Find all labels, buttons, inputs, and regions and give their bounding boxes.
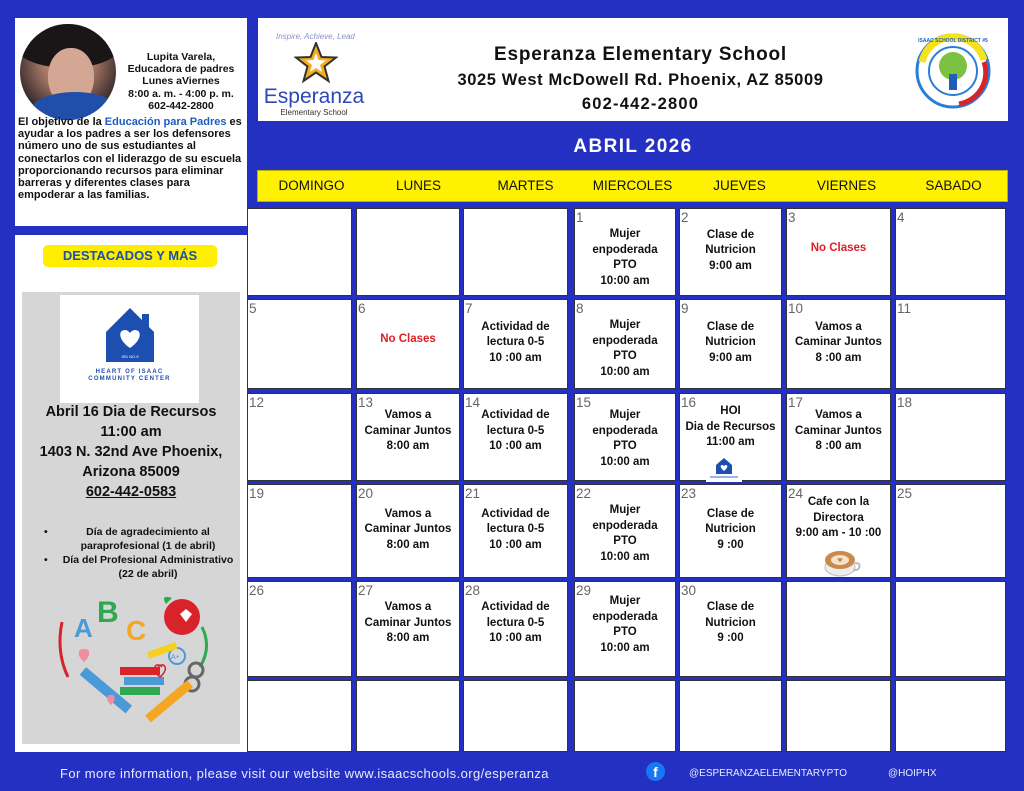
event-line: HOI (720, 405, 741, 417)
svg-text:A+: A+ (171, 654, 180, 661)
day-number: 22 (576, 486, 592, 501)
calendar-empty-cell (786, 680, 891, 752)
event-line: 8:00 am (386, 632, 430, 644)
svg-text:ISD NO.5: ISD NO.5 (121, 354, 139, 359)
calendar-day-24 (786, 484, 891, 578)
day-number: 20 (358, 486, 374, 501)
event-line: Nutricion (705, 244, 756, 257)
calendar-empty-cell (574, 680, 676, 752)
event-line: Actividad de (481, 507, 550, 520)
event-line: enpoderada (592, 243, 658, 256)
calendar-empty-cell (356, 680, 460, 752)
day-number: 8 (576, 301, 584, 316)
calendar-day-7 (463, 299, 568, 389)
hoi-community-center-logo: ISD NO.5 HEART OF ISAAC COMMUNITY CENTER (60, 295, 199, 403)
educator-phone: 602-442-2800 (148, 99, 214, 112)
educator-role: Educadora de padres (127, 63, 235, 76)
event-line: lectura 0-5 (486, 523, 545, 536)
calendar-day-23 (679, 484, 782, 578)
event-line: Cafe con la (807, 496, 870, 508)
day-number: 1 (576, 210, 584, 225)
day-number: 30 (681, 583, 697, 598)
event-line: 10:00 am (600, 274, 650, 287)
calendar-event (680, 600, 781, 647)
event-line: Caminar Juntos (795, 424, 882, 437)
day-number: 28 (465, 583, 481, 598)
event-line: Directora (813, 511, 864, 524)
house-heart-icon (104, 306, 156, 364)
logo-tagline: Inspire, Achieve, Lead (276, 32, 355, 41)
day-number: 9 (681, 301, 689, 316)
day-number: 19 (249, 486, 265, 501)
day-number: 13 (358, 395, 374, 410)
calendar-event (575, 408, 675, 470)
school-address: 3025 West McDowell Rd. Phoenix, AZ 85009 (457, 71, 824, 89)
calendar-event (357, 507, 459, 554)
calendar-day-8 (574, 299, 676, 389)
calendar-event (464, 507, 567, 554)
list-item: • Día de agradecimiento al paraprofesional (1 de abril) (34, 525, 234, 553)
calendar-empty-cell (786, 581, 891, 677)
calendar-day-12 (247, 393, 352, 481)
day-number: 6 (358, 301, 366, 316)
weekday-tuesday: MARTES (497, 178, 554, 193)
calendar-day-25 (895, 484, 1006, 578)
calendar-day-21 (463, 484, 568, 578)
event-line: 10 :00 am (489, 440, 542, 452)
educator-info (119, 51, 243, 112)
event-line: Vamos a (384, 601, 432, 613)
school-header (258, 18, 1008, 121)
calendar-day-29 (574, 581, 676, 677)
calendar-empty-cell (895, 581, 1006, 677)
star-icon (294, 42, 338, 84)
event-line: lectura 0-5 (486, 616, 545, 629)
calendar-event (575, 227, 675, 289)
weekday-monday: LUNES (395, 178, 441, 193)
calendar-day-15 (574, 393, 676, 481)
coffee-cup-icon (822, 547, 862, 577)
weekday-wednesday: MIERCOLES (592, 178, 673, 193)
event-line: Dia de Recursos (685, 420, 776, 433)
calendar-event (357, 600, 459, 647)
event-line: No Clases (810, 242, 867, 254)
calendar-event (575, 503, 675, 565)
calendar-day-27 (356, 581, 460, 677)
event-line: Clase de (706, 601, 755, 613)
event-line: 9 :00 (717, 632, 744, 644)
event-line: PTO (613, 626, 637, 638)
event-line: 8:00 am (386, 440, 430, 452)
school-name: Esperanza Elementary School (494, 44, 787, 65)
event-line: lectura 0-5 (486, 336, 545, 349)
event-line: Vamos a (384, 507, 432, 520)
event-line: enpoderada (592, 610, 658, 623)
event-line: 9:00 am (709, 259, 752, 272)
school-phone: 602-442-2800 (581, 95, 700, 113)
event-line: Nutricion (705, 523, 756, 536)
day-number: 3 (788, 210, 796, 225)
event-line: Nutricion (705, 616, 756, 629)
pto-social-handle[interactable]: @ESPERANZAELEMENTARYPTO (689, 768, 847, 779)
educator-days: Lunes aViernes (142, 75, 220, 88)
day-number: 24 (788, 486, 804, 501)
event-line: 11:00 am (706, 436, 755, 448)
calendar-day-28 (463, 581, 568, 677)
calendar-event (464, 600, 567, 647)
svg-text:ISAAC SCHOOL DISTRICT #5: ISAAC SCHOOL DISTRICT #5 (918, 38, 988, 44)
esperanza-logo (258, 28, 373, 118)
event-line: Clase de (706, 507, 755, 520)
event-line: Actividad de (481, 320, 550, 333)
weekday-header (257, 170, 1008, 202)
calendar-event (575, 318, 675, 380)
calendar-day-4 (895, 208, 1006, 296)
day-number: 25 (897, 486, 913, 501)
recognition-days-list (34, 525, 234, 581)
day-number: 2 (681, 210, 689, 225)
svg-text:A: A (74, 613, 93, 643)
event-line: Vamos a (815, 409, 862, 421)
resource-phone-link[interactable]: 602-442-0583 (85, 484, 177, 500)
day-number: 23 (681, 486, 697, 501)
list-item: • Día del Profesional Administrativo (22 de abril) (34, 553, 234, 581)
event-line: 9 :00 (717, 538, 744, 551)
event-line: enpoderada (592, 519, 658, 532)
day-number: 15 (576, 395, 592, 410)
calendar-day-18 (895, 393, 1006, 481)
day-number: 4 (897, 210, 905, 225)
day-number: 21 (465, 486, 481, 501)
event-line: 8 :00 am (815, 351, 862, 364)
calendar-event (464, 408, 567, 455)
event-line: 10:00 am (600, 455, 650, 468)
calendar-day-22 (574, 484, 676, 578)
calendar-event (680, 507, 781, 554)
day-number: 14 (465, 395, 481, 410)
hoi-house-icon (706, 456, 742, 482)
calendar-day-17 (786, 393, 891, 481)
program-name: Educación para Padres (104, 116, 227, 128)
event-line: 8:00 am (386, 538, 430, 551)
calendar-day-14 (463, 393, 568, 481)
educator-name: Lupita Varela, (146, 51, 216, 63)
event-line: Caminar Juntos (364, 523, 452, 536)
day-number: 10 (788, 301, 804, 316)
event-line: Nutricion (705, 336, 756, 349)
event-line: PTO (613, 259, 637, 271)
calendar-event (787, 241, 890, 257)
website-info: For more information, please visit our website www.isaacschools.org/esperanza (60, 766, 549, 781)
event-line: 9:00 am (709, 351, 752, 364)
day-number: 11 (897, 301, 912, 316)
logo-subtitle: Elementary School (280, 108, 348, 117)
calendar-event (575, 594, 675, 656)
event-line: 10 :00 am (489, 632, 542, 644)
hoi-social-handle[interactable]: @HOIPHX (888, 768, 937, 779)
event-line: enpoderada (592, 424, 658, 437)
calendar-day-1 (574, 208, 676, 296)
event-line: Caminar Juntos (364, 616, 452, 629)
event-line: Clase de (706, 228, 755, 241)
highlights-panel (15, 235, 247, 752)
calendar-day-5 (247, 299, 352, 389)
event-line: PTO (613, 535, 637, 547)
calendar-empty-cell (463, 208, 568, 296)
calendar-day-19 (247, 484, 352, 578)
calendar-day-6 (356, 299, 460, 389)
calendar-event (680, 228, 781, 275)
logo-wordmark: Esperanza (263, 85, 365, 108)
avatar (20, 24, 116, 120)
event-line: 10:00 am (600, 550, 650, 563)
educator-hours: 8:00 a. m. - 4:00 p. m. (128, 87, 234, 100)
day-number: 26 (249, 583, 265, 598)
calendar-event (357, 332, 459, 348)
svg-text:B: B (97, 596, 119, 629)
footer (0, 760, 1024, 788)
weekday-saturday: SABADO (925, 178, 982, 193)
calendar-day-30 (679, 581, 782, 677)
event-line: 10:00 am (600, 641, 650, 654)
calendar-event (787, 408, 890, 455)
isaac-district-logo (914, 32, 992, 110)
event-line: Mujer (609, 504, 641, 516)
calendar-event (357, 408, 459, 455)
calendar-empty-cell (463, 680, 568, 752)
day-number: 7 (465, 301, 473, 316)
event-line: Mujer (609, 595, 641, 607)
calendar-empty-cell (247, 680, 352, 752)
calendar-day-16 (679, 393, 782, 481)
calendar-day-20 (356, 484, 460, 578)
event-line: Actividad de (481, 601, 550, 613)
month-title: ABRIL 2026 (573, 136, 693, 157)
day-number: 18 (897, 395, 913, 410)
day-number: 29 (576, 583, 592, 598)
highlights-badge: DESTACADOS Y MÁS (43, 245, 217, 267)
event-line: Clase de (706, 320, 755, 333)
resource-day-info: Abril 16 Dia de Recursos 11:00 am 1403 N. 32nd Ave Phoenix, Arizona 85009 602-442-0583 (22, 402, 240, 502)
calendar-day-3 (786, 208, 891, 296)
event-line: 8 :00 am (815, 440, 862, 452)
event-line: PTO (613, 440, 637, 452)
day-number: 5 (249, 301, 257, 316)
event-line: Mujer (609, 319, 641, 331)
event-line: Vamos a (815, 320, 862, 333)
parent-educator-card (15, 18, 247, 226)
calendar-event (787, 320, 890, 367)
day-number: 12 (249, 395, 265, 410)
calendar-event (680, 404, 781, 451)
calendar-day-13 (356, 393, 460, 481)
weekday-friday: VIERNES (816, 178, 877, 193)
calendar-empty-cell (679, 680, 782, 752)
day-number: 17 (788, 395, 804, 410)
event-line: Vamos a (384, 409, 432, 421)
calendar-day-10 (786, 299, 891, 389)
calendar-day-11 (895, 299, 1006, 389)
calendar-day-26 (247, 581, 352, 677)
day-number: 16 (681, 395, 697, 410)
event-line: PTO (613, 350, 637, 362)
event-line: Actividad de (481, 409, 550, 421)
calendar-event (464, 320, 567, 367)
event-line: Caminar Juntos (364, 424, 452, 437)
event-line: 9:00 am - 10 :00 (795, 527, 882, 539)
event-line: enpoderada (592, 334, 658, 347)
event-line: lectura 0-5 (486, 424, 545, 437)
calendar-empty-cell (356, 208, 460, 296)
event-line: Mujer (609, 409, 641, 421)
calendar-event (680, 320, 781, 367)
event-line: No Clases (380, 333, 436, 345)
day-number: 27 (358, 583, 374, 598)
event-line: 10:00 am (600, 365, 650, 378)
calendar-day-2 (679, 208, 782, 296)
calendar-event (787, 495, 890, 542)
highlights-content (22, 292, 240, 744)
calendar-day-9 (679, 299, 782, 389)
weekday-thursday: JUEVES (713, 178, 766, 193)
event-line: 10 :00 am (489, 351, 542, 364)
event-line: Caminar Juntos (795, 336, 882, 349)
event-line: 10 :00 am (489, 538, 542, 551)
calendar-empty-cell (247, 208, 352, 296)
calendar-empty-cell (895, 680, 1006, 752)
svg-text:C: C (126, 615, 147, 646)
program-description: El objetivo de la Educación para Padres es ayudar a los padres a ser los defensores número uno de sus estudiantes al conectarlos con el liderazgo de su escuela proporcionando recursos para eliminar barreras y diferentes clases para empoderar a las familias. (18, 116, 242, 202)
facebook-icon[interactable]: f (646, 762, 665, 781)
weekday-sunday: DOMINGO (278, 178, 345, 193)
school-supplies-heart-illustration (52, 592, 217, 732)
event-line: Mujer (609, 228, 641, 240)
